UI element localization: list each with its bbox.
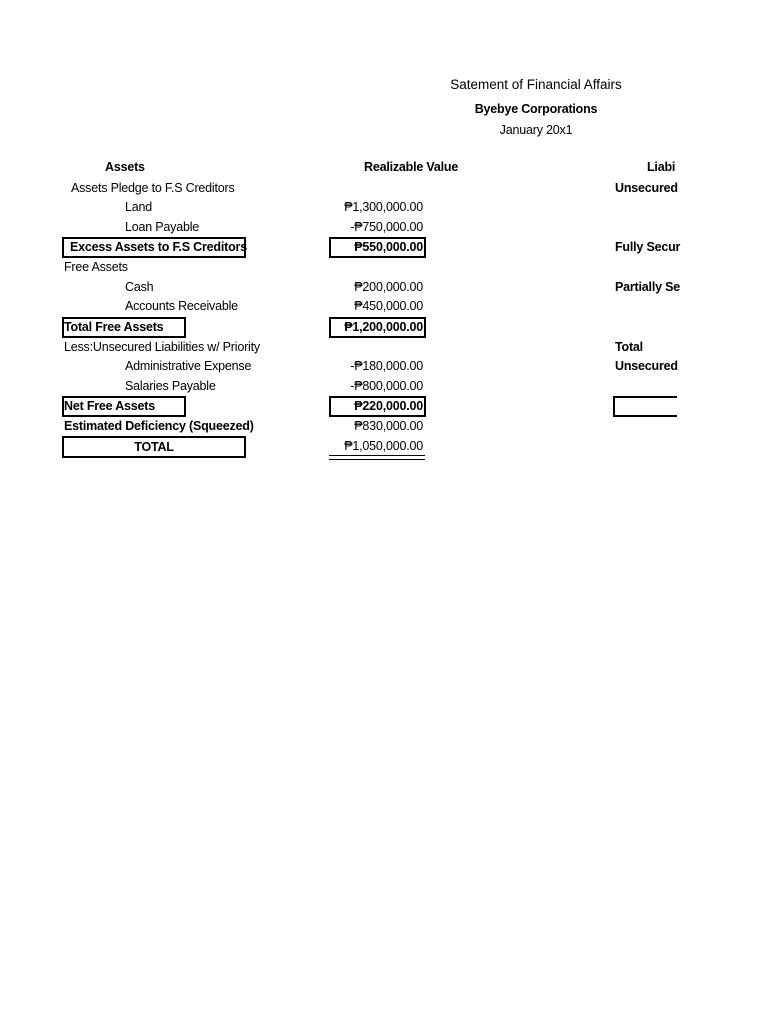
loan-payable-value: -₱750,000.00 xyxy=(350,220,423,234)
administrative-expense-label: Administrative Expense xyxy=(125,359,252,373)
land-label: Land xyxy=(125,200,153,214)
cash-value: ₱200,000.00 xyxy=(354,280,423,294)
net-free-assets-label: Net Free Assets xyxy=(64,399,156,413)
liabilities-total-box xyxy=(613,396,677,417)
unsecured-liabilities-label: Unsecured xyxy=(615,181,678,195)
accounts-receivable-label: Accounts Receivable xyxy=(125,299,238,313)
company-name: Byebye Corporations xyxy=(474,102,598,116)
loan-payable-label: Loan Payable xyxy=(125,220,200,234)
total-free-assets-value: ₱1,200,000.00 xyxy=(344,320,423,334)
partially-secured-label: Partially Se xyxy=(615,280,681,294)
salaries-payable-label: Salaries Payable xyxy=(125,379,216,393)
estimated-deficiency-value: ₱830,000.00 xyxy=(354,419,423,433)
total-label: TOTAL xyxy=(134,440,174,454)
realizable-value-column-header: Realizable Value xyxy=(364,160,459,174)
estimated-deficiency-label: Estimated Deficiency (Squeezed) xyxy=(64,419,254,433)
unsecured-liabilities-label-2: Unsecured xyxy=(615,359,678,373)
total-double-underline xyxy=(329,455,425,460)
pledged-assets-label: Assets Pledge to F.S Creditors xyxy=(71,181,235,195)
accounts-receivable-value: ₱450,000.00 xyxy=(354,299,423,313)
total-value: ₱1,050,000.00 xyxy=(344,439,423,453)
statement-title: Satement of Financial Affairs xyxy=(450,77,622,92)
assets-column-header: Assets xyxy=(105,160,145,174)
free-assets-label: Free Assets xyxy=(64,260,128,274)
liabilities-total-label: Total xyxy=(615,340,643,354)
administrative-expense-value: -₱180,000.00 xyxy=(350,359,423,373)
cash-label: Cash xyxy=(125,280,154,294)
liabilities-column-header: Liabi xyxy=(647,160,676,174)
salaries-payable-value: -₱800,000.00 xyxy=(350,379,423,393)
net-free-assets-value: ₱220,000.00 xyxy=(354,399,423,413)
total-free-assets-label: Total Free Assets xyxy=(64,320,164,334)
fully-secured-label: Fully Secur xyxy=(615,240,681,254)
statement-date: January 20x1 xyxy=(499,123,573,137)
excess-assets-value: ₱550,000.00 xyxy=(354,240,423,254)
excess-assets-label: Excess Assets to F.S Creditors xyxy=(70,240,247,254)
land-value: ₱1,300,000.00 xyxy=(344,200,423,214)
less-unsecured-label: Less:Unsecured Liabilities w/ Priority xyxy=(64,340,260,354)
